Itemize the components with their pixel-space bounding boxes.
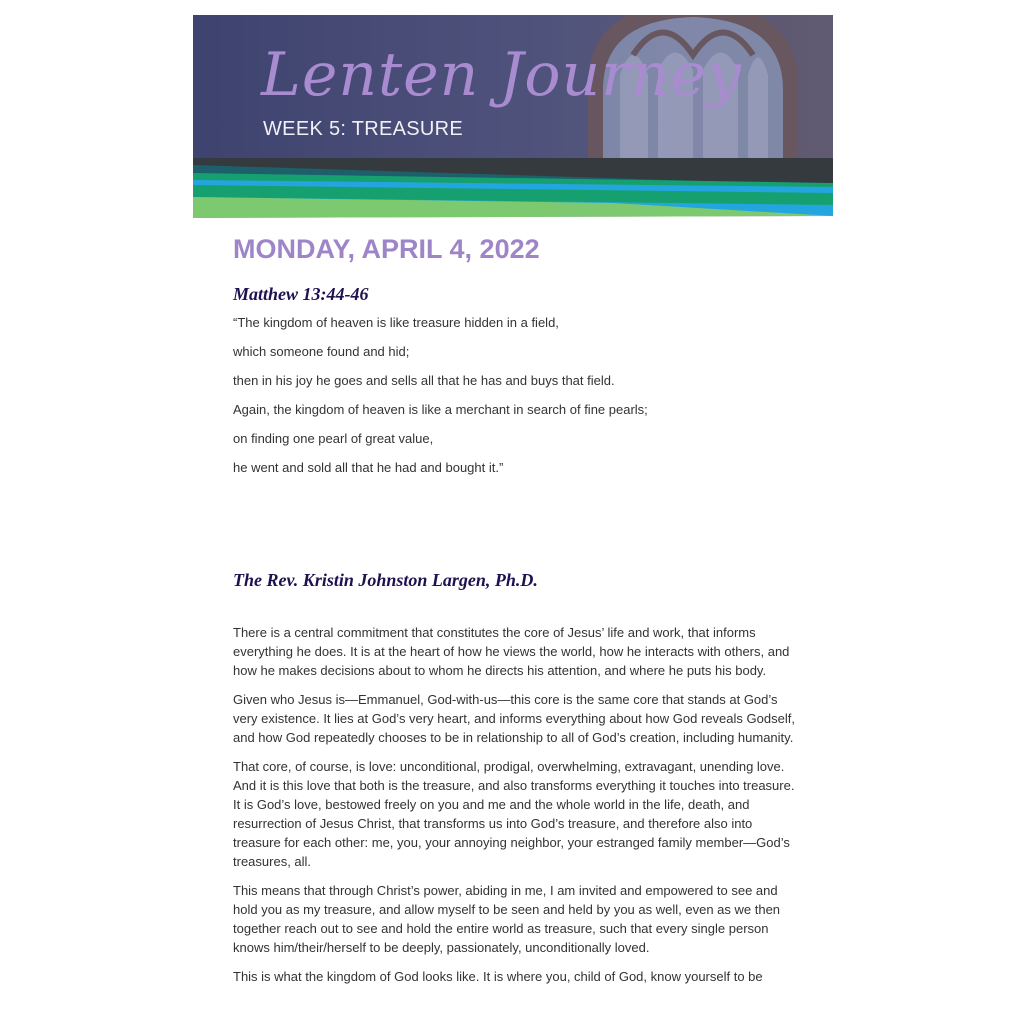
body-paragraph: This means that through Christ’s power, abiding in me, I am invited and empowered to see and hold you as my treasure, and allow myself to be seen and held by you as well, even as we then together reach out to see and hold the entire world as treasure, such that every single person knows him/their/herself to be deeply, passionately, unconditionally loved. [233,883,781,955]
verse-line: “The kingdom of heaven is like treasure hidden in a field, [233,315,559,330]
body-paragraph: Given who Jesus is—Emmanuel, God-with-us—this core is the same core that stands at God’s very existence. It lies at God’s very heart, and informs everything about how God reveals Godself, and how God repeatedly chooses to be in relationship to all of God’s creation, including humanity. [233,692,795,745]
verse-line: on finding one pearl of great value, [233,431,434,446]
banner-title: Lenten Journey [261,40,742,110]
scripture-reference: Matthew 13:44-46 [233,284,369,304]
devotion-content [233,230,803,996]
verse-line: he went and sold all that he had and bought it.” [233,460,504,475]
header-banner [193,15,833,218]
body-paragraph: There is a central commitment that constitutes the core of Jesus’ life and work, that informs everything he does. It is at the heart of how he views the world, how he interacts with others, and how he makes decisions about to whom he directs his attention, and where he puts his body. [233,625,790,678]
banner-subtitle: WEEK 5: TREASURE [263,118,464,140]
body-paragraph: That core, of course, is love: unconditional, prodigal, overwhelming, extravagant, unending love. And it is this love that both is the treasure, and also transforms everything it touches into treasure. It is God’s love, bestowed freely on you and me and the whole world in the life, death, and resurrection of Jesus Christ, that transforms us into God’s treasure, and therefore also into treasure for each other: me, you, your annoying neighbor, your estranged family member—God’s treasures, all. [233,759,795,869]
scripture-verses [233,313,803,477]
verse-line: then in his joy he goes and sells all that he has and buys that field. [233,373,615,388]
verse-line: Again, the kingdom of heaven is like a merchant in search of fine pearls; [233,402,648,417]
devotion-body [233,623,803,986]
verse-line: which someone found and hid; [233,344,410,359]
author-name: The Rev. Kristin Johnston Largen, Ph.D. [233,570,538,590]
body-paragraph: This is what the kingdom of God looks like. It is where you, child of God, know yourself to be [233,969,763,984]
date-heading: MONDAY, APRIL 4, 2022 [233,234,540,264]
